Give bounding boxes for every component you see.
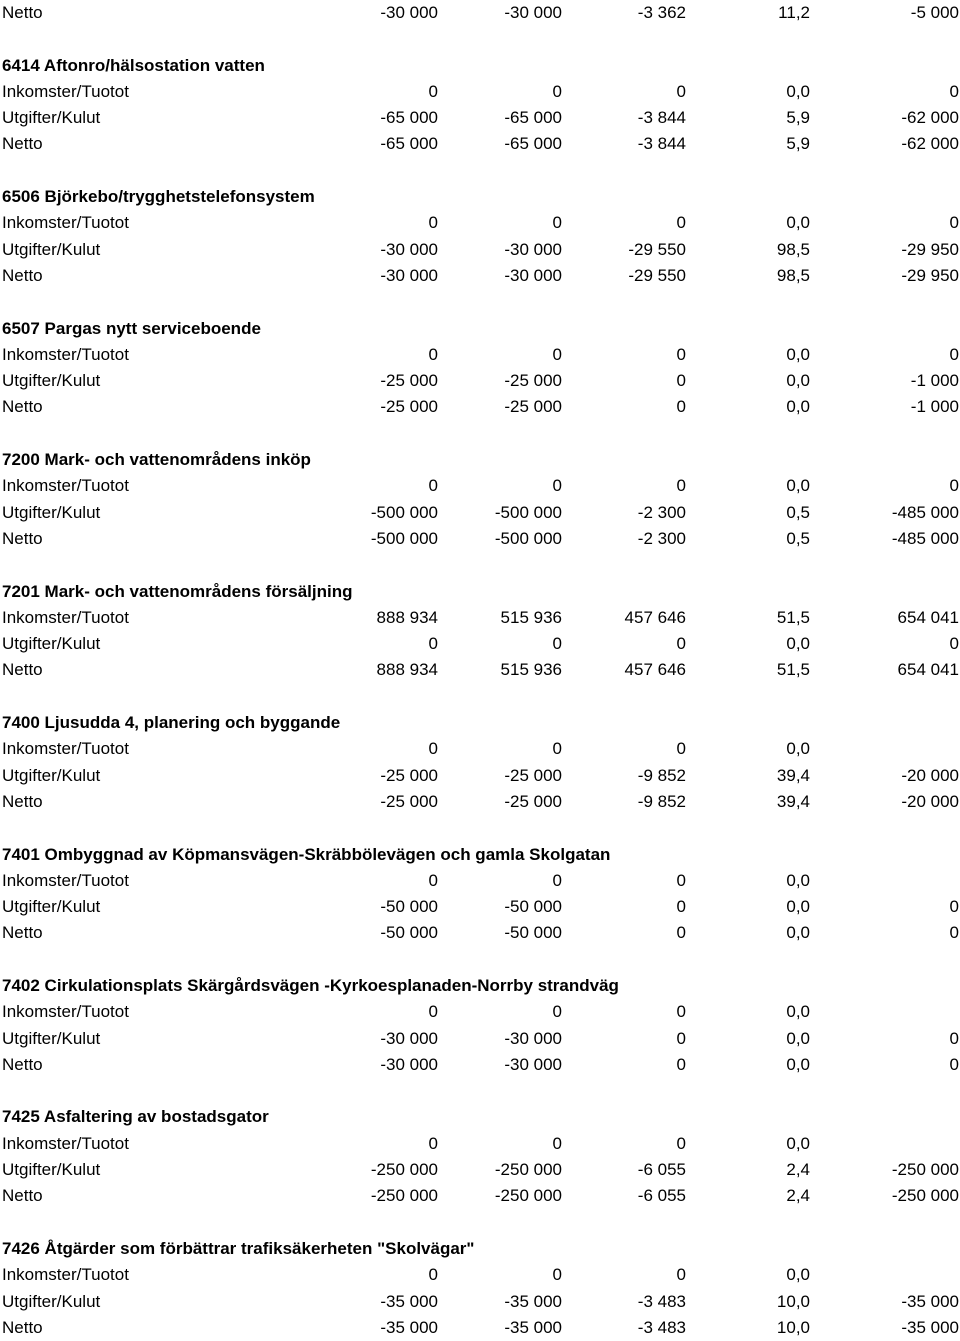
section-spacer (0, 552, 960, 578)
value-col-2: -30 000 (504, 265, 562, 285)
value-col-1: -50 000 (380, 923, 438, 943)
value-col-5: 654 041 (897, 607, 959, 627)
value-col-4: 0,0 (786, 344, 810, 364)
row-label: Netto (2, 1317, 43, 1337)
value-col-3: -2 300 (637, 502, 686, 522)
value-col-5: -29 950 (901, 265, 959, 285)
value-col-4: 2,4 (786, 1160, 810, 1180)
section-header (0, 53, 960, 79)
row-label: Netto (2, 3, 43, 22)
value-col-2: -250 000 (494, 1160, 562, 1180)
row-label: Netto (2, 660, 43, 680)
value-col-3: -29 550 (628, 239, 686, 259)
table-row (0, 1052, 960, 1078)
section-spacer (0, 26, 960, 52)
value-col-5: -5 000 (910, 3, 959, 22)
value-col-4: 10,0 (776, 1317, 810, 1337)
value-col-3: -6 055 (637, 1160, 686, 1180)
value-col-1: -30 000 (380, 265, 438, 285)
value-col-4: 39,4 (776, 765, 810, 785)
value-col-3: 0 (676, 923, 686, 943)
row-label: Inkomster/Tuotot (2, 344, 129, 364)
value-col-4: 5,9 (786, 108, 810, 128)
value-col-3: -9 852 (637, 791, 686, 811)
value-col-4: 0,0 (786, 739, 810, 759)
section-header (0, 316, 960, 342)
value-col-5: -250 000 (891, 1186, 959, 1206)
value-col-5: -485 000 (891, 528, 959, 548)
value-col-1: -25 000 (380, 791, 438, 811)
row-label: Netto (2, 134, 43, 154)
row-label: Utgifter/Kulut (2, 239, 101, 259)
value-col-4: 0,0 (786, 1028, 810, 1048)
value-col-4: 0,0 (786, 371, 810, 391)
value-col-4: 10,0 (776, 1291, 810, 1311)
section-spacer (0, 1078, 960, 1104)
table-row (0, 210, 960, 236)
value-col-3: -2 300 (637, 528, 686, 548)
value-col-4: 0,0 (786, 634, 810, 654)
row-label: Netto (2, 528, 43, 548)
value-col-3: 0 (676, 897, 686, 917)
row-label: Inkomster/Tuotot (2, 476, 129, 496)
row-label: Netto (2, 1054, 43, 1074)
table-row (0, 105, 960, 131)
table-row (0, 763, 960, 789)
row-label: Utgifter/Kulut (2, 897, 101, 917)
value-col-5: -62 000 (901, 108, 959, 128)
value-col-5: 654 041 (897, 660, 959, 680)
value-col-3: 0 (676, 397, 686, 417)
value-col-5: -35 000 (901, 1317, 959, 1337)
section-title: 7402 Cirkulationsplats Skärgårdsvägen -Kyrkoesplanaden-Norrby strandväg (2, 975, 619, 995)
value-col-2: 515 936 (500, 660, 562, 680)
value-col-1: -30 000 (380, 3, 438, 22)
value-col-5: 0 (949, 897, 959, 917)
section-spacer (0, 158, 960, 184)
table-row (0, 394, 960, 420)
value-col-4: 39,4 (776, 791, 810, 811)
row-label: Utgifter/Kulut (2, 634, 101, 654)
value-col-3: 457 646 (624, 607, 686, 627)
table-row (0, 1157, 960, 1183)
table-row (0, 868, 960, 894)
value-col-4: 0,0 (786, 1265, 810, 1285)
value-col-4: 0,0 (786, 213, 810, 233)
value-col-2: 0 (552, 81, 562, 101)
section-header (0, 447, 960, 473)
value-col-4: 0,0 (786, 397, 810, 417)
value-col-2: 0 (552, 1133, 562, 1153)
section-spacer (0, 815, 960, 841)
section-spacer (0, 421, 960, 447)
value-col-1: -65 000 (380, 134, 438, 154)
section-header (0, 1104, 960, 1130)
section-header (0, 1236, 960, 1262)
section-title: 7425 Asfaltering av bostadsgator (2, 1107, 269, 1127)
value-col-3: -3 483 (637, 1291, 686, 1311)
value-col-4: 0,0 (786, 476, 810, 496)
value-col-2: -25 000 (504, 791, 562, 811)
value-col-3: 0 (676, 1054, 686, 1074)
value-col-4: 98,5 (776, 265, 810, 285)
row-label: Utgifter/Kulut (2, 1028, 101, 1048)
value-col-1: -25 000 (380, 397, 438, 417)
value-col-2: -500 000 (494, 502, 562, 522)
value-col-5: -1 000 (910, 371, 959, 391)
value-col-5: -20 000 (901, 791, 959, 811)
value-col-3: -3 483 (637, 1317, 686, 1337)
table-row (0, 1183, 960, 1209)
value-col-5: 0 (949, 923, 959, 943)
value-col-3: -6 055 (637, 1186, 686, 1206)
value-col-1: -30 000 (380, 1028, 438, 1048)
section-header (0, 842, 960, 868)
value-col-2: -35 000 (504, 1317, 562, 1337)
value-col-3: 0 (676, 371, 686, 391)
value-col-4: 0,0 (786, 81, 810, 101)
row-label: Inkomster/Tuotot (2, 870, 129, 890)
value-col-2: -500 000 (494, 528, 562, 548)
value-col-5: 0 (949, 213, 959, 233)
value-col-1: 0 (428, 344, 438, 364)
value-col-2: -65 000 (504, 108, 562, 128)
section-spacer (0, 1210, 960, 1236)
value-col-1: -30 000 (380, 1054, 438, 1074)
section-header (0, 973, 960, 999)
value-col-4: 5,9 (786, 134, 810, 154)
value-col-3: 0 (676, 213, 686, 233)
section-header (0, 184, 960, 210)
value-col-2: 0 (552, 1265, 562, 1285)
row-label: Inkomster/Tuotot (2, 1133, 129, 1153)
top-netto-row (0, 0, 960, 26)
row-label: Utgifter/Kulut (2, 108, 101, 128)
value-col-3: -3 362 (637, 3, 686, 22)
section-title: 7426 Åtgärder som förbättrar trafiksäkerheten "Skolvägar" (2, 1238, 475, 1258)
value-col-3: 0 (676, 634, 686, 654)
table-row (0, 894, 960, 920)
value-col-1: 0 (428, 634, 438, 654)
value-col-4: 0,0 (786, 1002, 810, 1022)
table-row (0, 500, 960, 526)
value-col-1: -25 000 (380, 371, 438, 391)
table-row (0, 368, 960, 394)
value-col-1: -35 000 (380, 1317, 438, 1337)
value-col-3: -3 844 (637, 134, 686, 154)
value-col-2: 0 (552, 870, 562, 890)
table-row (0, 999, 960, 1025)
value-col-5: -1 000 (910, 397, 959, 417)
section-title: 6507 Pargas nytt serviceboende (2, 318, 261, 338)
value-col-2: 0 (552, 634, 562, 654)
value-col-2: -35 000 (504, 1291, 562, 1311)
table-row (0, 736, 960, 762)
section-spacer (0, 289, 960, 315)
section-title: 7401 Ombyggnad av Köpmansvägen-Skräbbölevägen och gamla Skolgatan (2, 844, 611, 864)
value-col-2: -25 000 (504, 397, 562, 417)
value-col-1: -25 000 (380, 765, 438, 785)
value-col-5: 0 (949, 344, 959, 364)
value-col-2: -25 000 (504, 765, 562, 785)
value-col-2: 0 (552, 1002, 562, 1022)
value-col-1: 0 (428, 1265, 438, 1285)
value-col-1: -35 000 (380, 1291, 438, 1311)
table-row (0, 605, 960, 631)
value-col-3: 0 (676, 1002, 686, 1022)
row-label: Inkomster/Tuotot (2, 213, 129, 233)
value-col-3: 0 (676, 870, 686, 890)
value-col-5: 0 (949, 1054, 959, 1074)
table-row (0, 789, 960, 815)
table-row (0, 79, 960, 105)
value-col-4: 0,5 (786, 528, 810, 548)
section-header (0, 579, 960, 605)
value-col-5: 0 (949, 1028, 959, 1048)
value-col-1: 0 (428, 739, 438, 759)
value-col-5: 0 (949, 81, 959, 101)
row-label: Utgifter/Kulut (2, 765, 101, 785)
section-spacer (0, 947, 960, 973)
value-col-4: 51,5 (776, 660, 810, 680)
value-col-4: 0,0 (786, 897, 810, 917)
row-label: Netto (2, 791, 43, 811)
row-label: Inkomster/Tuotot (2, 81, 129, 101)
row-label: Utgifter/Kulut (2, 371, 101, 391)
value-col-1: 0 (428, 476, 438, 496)
table-row (0, 1262, 960, 1288)
value-col-2: -50 000 (504, 923, 562, 943)
value-col-2: -25 000 (504, 371, 562, 391)
section-title: 6414 Aftonro/hälsostation vatten (2, 55, 265, 75)
value-col-3: -29 550 (628, 265, 686, 285)
value-col-3: 0 (676, 1133, 686, 1153)
value-col-4: 0,5 (786, 502, 810, 522)
section-title: 6506 Björkebo/trygghetstelefonsystem (2, 187, 315, 207)
value-col-4: 0,0 (786, 923, 810, 943)
row-label: Netto (2, 265, 43, 285)
table-row (0, 342, 960, 368)
row-label: Inkomster/Tuotot (2, 1265, 129, 1285)
value-col-3: 0 (676, 1265, 686, 1285)
value-col-1: -250 000 (370, 1160, 438, 1180)
value-col-4: 51,5 (776, 607, 810, 627)
row-label: Utgifter/Kulut (2, 1160, 101, 1180)
section-title: 7201 Mark- och vattenområdens försäljning (2, 581, 353, 601)
row-label: Utgifter/Kulut (2, 1291, 101, 1311)
row-label: Inkomster/Tuotot (2, 1002, 129, 1022)
value-col-5: -20 000 (901, 765, 959, 785)
value-col-1: -500 000 (370, 528, 438, 548)
table-row (0, 657, 960, 683)
row-label: Inkomster/Tuotot (2, 739, 129, 759)
value-col-2: -30 000 (504, 3, 562, 22)
value-col-3: -3 844 (637, 108, 686, 128)
value-col-1: 0 (428, 870, 438, 890)
value-col-5: -62 000 (901, 134, 959, 154)
value-col-4: 11,2 (778, 3, 810, 22)
value-col-2: 0 (552, 213, 562, 233)
value-col-2: 515 936 (500, 607, 562, 627)
value-col-5: 0 (949, 634, 959, 654)
table-row (0, 1026, 960, 1052)
table-row (0, 1289, 960, 1315)
sections-container (0, 26, 960, 1341)
row-label: Netto (2, 923, 43, 943)
row-label: Netto (2, 397, 43, 417)
table-row (0, 631, 960, 657)
value-col-2: -65 000 (504, 134, 562, 154)
value-col-1: 0 (428, 1002, 438, 1022)
value-col-3: 0 (676, 1028, 686, 1048)
table-row (0, 1315, 960, 1341)
value-col-1: -30 000 (380, 239, 438, 259)
value-col-1: 0 (428, 1133, 438, 1153)
value-col-1: -250 000 (370, 1186, 438, 1206)
value-col-3: 0 (676, 739, 686, 759)
value-col-4: 0,0 (786, 870, 810, 890)
value-col-4: 0,0 (786, 1133, 810, 1153)
section-spacer (0, 684, 960, 710)
table-row (0, 263, 960, 289)
section-title: 7400 Ljusudda 4, planering och byggande (2, 713, 341, 733)
value-col-4: 98,5 (776, 239, 810, 259)
value-col-2: 0 (552, 739, 562, 759)
value-col-1: -65 000 (380, 108, 438, 128)
value-col-1: -50 000 (380, 897, 438, 917)
value-col-5: -250 000 (891, 1160, 959, 1180)
value-col-4: 0,0 (786, 1054, 810, 1074)
value-col-1: 888 934 (376, 607, 438, 627)
value-col-1: -500 000 (370, 502, 438, 522)
value-col-1: 888 934 (376, 660, 438, 680)
table-row (0, 131, 960, 157)
value-col-5: -485 000 (891, 502, 959, 522)
section-header (0, 710, 960, 736)
value-col-1: 0 (428, 213, 438, 233)
value-col-2: -250 000 (494, 1186, 562, 1206)
value-col-5: -35 000 (901, 1291, 959, 1311)
value-col-2: 0 (552, 344, 562, 364)
table-row (0, 1131, 960, 1157)
table-row (0, 526, 960, 552)
value-col-3: 0 (676, 344, 686, 364)
value-col-3: -9 852 (637, 765, 686, 785)
table-row (0, 237, 960, 263)
row-label: Netto (2, 1186, 43, 1206)
value-col-2: 0 (552, 476, 562, 496)
value-col-2: -30 000 (504, 1054, 562, 1074)
value-col-3: 457 646 (624, 660, 686, 680)
value-col-1: 0 (428, 81, 438, 101)
value-col-2: -30 000 (504, 1028, 562, 1048)
value-col-2: -30 000 (504, 239, 562, 259)
row-label: Inkomster/Tuotot (2, 607, 129, 627)
value-col-4: 2,4 (786, 1186, 810, 1206)
value-col-3: 0 (676, 476, 686, 496)
value-col-5: -29 950 (901, 239, 959, 259)
table-row (0, 473, 960, 499)
table-row (0, 920, 960, 946)
value-col-3: 0 (676, 81, 686, 101)
value-col-2: -50 000 (504, 897, 562, 917)
value-col-5: 0 (949, 476, 959, 496)
row-label: Utgifter/Kulut (2, 502, 101, 522)
section-title: 7200 Mark- och vattenområdens inköp (2, 450, 311, 470)
